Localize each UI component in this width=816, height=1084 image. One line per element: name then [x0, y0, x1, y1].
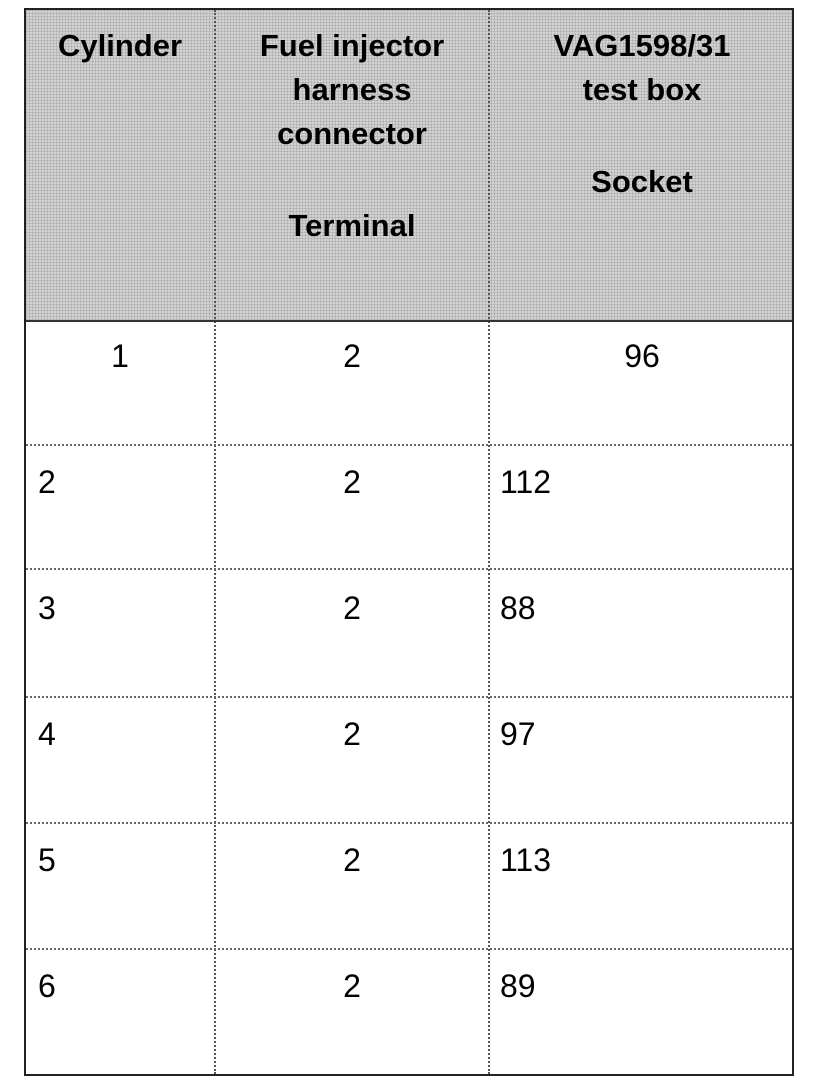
header-terminal-line4: Terminal — [288, 208, 416, 243]
cell-cylinder: 5 — [38, 842, 56, 878]
row-divider — [26, 444, 792, 446]
cell-socket: 96 — [624, 338, 660, 374]
cell-socket: 112 — [500, 464, 552, 500]
cell-cylinder: 4 — [38, 716, 56, 752]
column-divider — [488, 10, 490, 1074]
cell-socket: 97 — [500, 716, 536, 752]
header-socket-line3: Socket — [591, 164, 693, 199]
cell-terminal: 2 — [343, 968, 361, 1004]
cell-socket: 113 — [500, 842, 552, 878]
cell-cylinder: 2 — [38, 464, 56, 500]
cell-cylinder: 6 — [38, 968, 56, 1004]
header-terminal-line1: Fuel injector — [259, 28, 445, 63]
cell-terminal: 2 — [343, 716, 361, 752]
cell-cylinder: 1 — [111, 338, 129, 374]
header-terminal-line3: connector — [277, 116, 427, 151]
injector-socket-table — [24, 8, 794, 1076]
header-terminal-line2: harness — [292, 72, 412, 107]
header-terminal — [216, 10, 488, 334]
header-socket-line1: VAG1598/31 — [553, 28, 731, 63]
cell-terminal: 2 — [343, 338, 361, 374]
row-divider — [26, 948, 792, 950]
header-socket — [492, 10, 792, 334]
cell-socket: 89 — [500, 968, 536, 1004]
cell-socket: 88 — [500, 590, 536, 626]
row-divider — [26, 696, 792, 698]
row-divider — [26, 568, 792, 570]
header-cylinder — [26, 10, 214, 334]
row-divider — [26, 822, 792, 824]
cell-cylinder: 3 — [38, 590, 56, 626]
header-cylinder-label: Cylinder — [57, 28, 183, 63]
header-socket-line2: test box — [582, 72, 702, 107]
cell-terminal: 2 — [343, 842, 361, 878]
cell-terminal: 2 — [343, 464, 361, 500]
cell-terminal: 2 — [343, 590, 361, 626]
